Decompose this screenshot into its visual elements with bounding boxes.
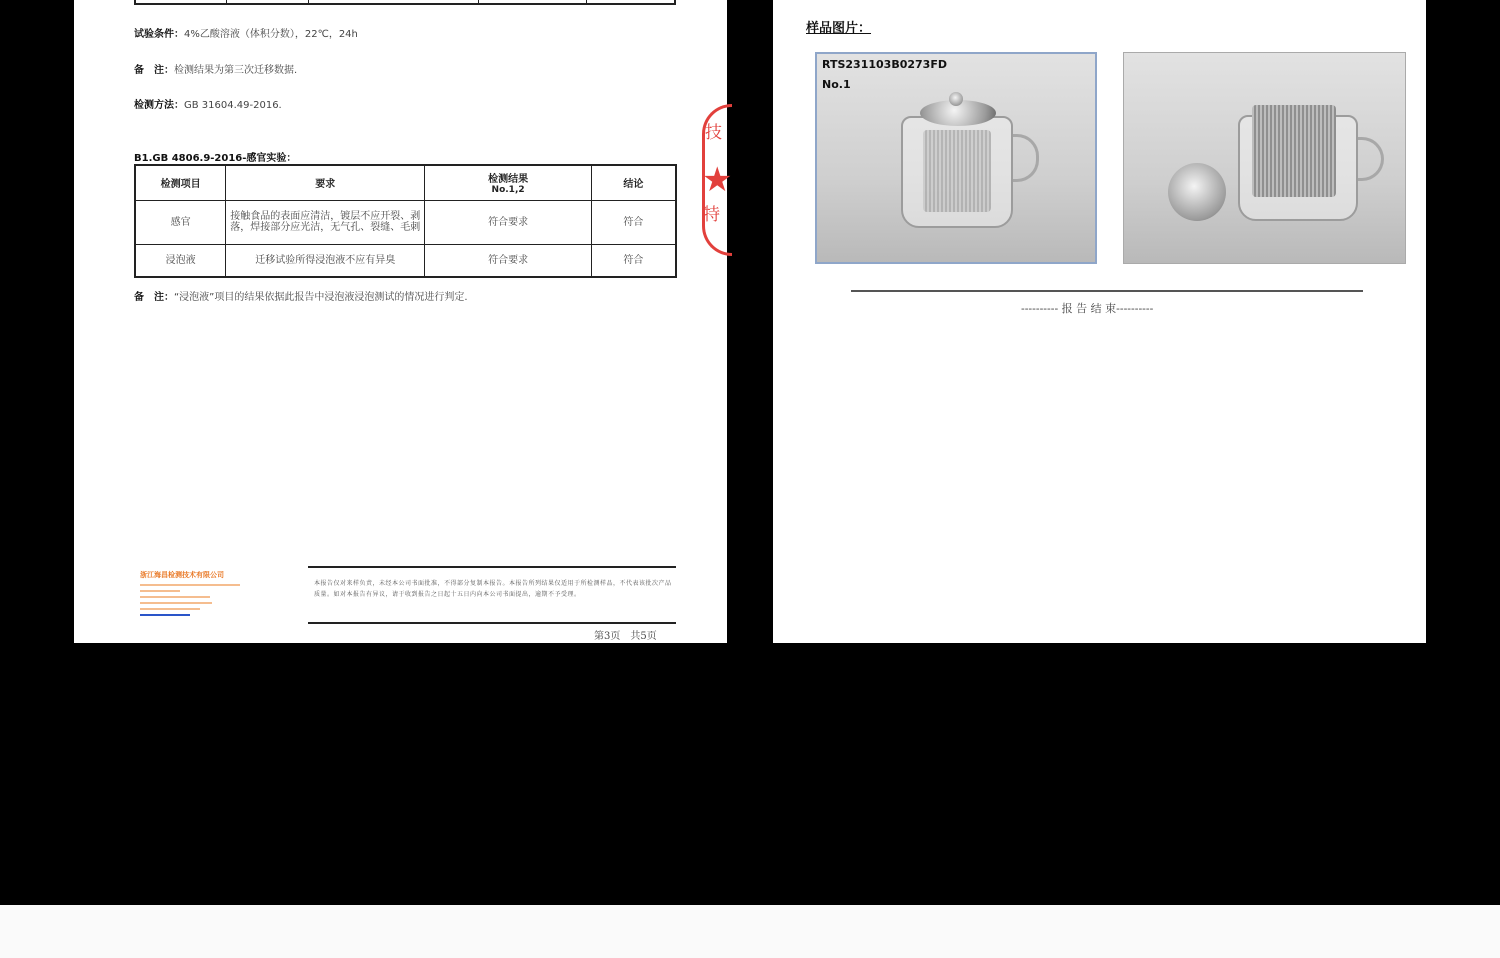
footer-rule-top xyxy=(308,566,676,568)
company-name: 浙江海昌检测技术有限公司 xyxy=(140,571,224,579)
row-result: 符合要求 xyxy=(425,244,591,277)
row-result: 符合要求 xyxy=(425,200,591,244)
infuser-image xyxy=(923,130,991,212)
sensory-test-table xyxy=(134,164,677,278)
infuser-image xyxy=(1252,105,1336,197)
table-row xyxy=(135,244,676,277)
previous-table-fragment xyxy=(134,0,676,5)
company-website-link[interactable] xyxy=(140,614,190,616)
teapot-handle-image xyxy=(1013,134,1039,182)
report-end-text: ---------- 报 告 结 束---------- xyxy=(1021,302,1154,315)
note-2-value: “浸泡液”项目的结果依据此报告中浸泡液浸泡测试的情况进行判定. xyxy=(174,292,468,303)
row-item: 浸泡液 xyxy=(135,244,226,277)
note-1 xyxy=(134,61,297,76)
sample-photo-2[interactable] xyxy=(1123,52,1406,264)
report-page-left xyxy=(74,0,733,643)
row-conclusion: 符合 xyxy=(591,244,676,277)
company-logo xyxy=(140,570,250,626)
bottom-strip xyxy=(0,905,1500,958)
seal-text-top: 技 xyxy=(705,123,722,143)
header-result xyxy=(425,165,591,200)
seal-text-bottom: 特 xyxy=(703,205,720,225)
test-condition xyxy=(134,25,358,40)
note-1-label: 备 注： xyxy=(134,65,174,76)
seal-star-icon: ★ xyxy=(702,160,733,200)
removed-lid-image xyxy=(1168,163,1226,221)
header-result-sub: No.1,2 xyxy=(491,185,525,196)
end-rule xyxy=(851,290,1363,292)
footer-disclaimer: 本报告仅对来样负责，未经本公司书面批准，不得部分复制本报告。本报告所列结果仅适用于所检测样品，不代表该批次产品质量。如对本报告有异议，请于收到报告之日起十五日内向本公司书面提出，逾期不予受理。 xyxy=(314,580,672,598)
test-condition-value: 4%乙酸溶液（体积分数），22℃，24h xyxy=(184,29,358,40)
footer-rule-bottom xyxy=(308,622,676,624)
test-method xyxy=(134,96,282,111)
header-requirement: 要求 xyxy=(226,165,425,200)
lid-knob-image xyxy=(949,92,963,106)
header-item: 检测项目 xyxy=(135,165,226,200)
row-conclusion: 符合 xyxy=(591,200,676,244)
note-2 xyxy=(134,288,468,303)
test-condition-label: 试验条件： xyxy=(134,29,184,40)
row-requirement: 接触食品的表面应清洁，镀层不应开裂、剥落，焊接部分应光洁，无气孔、裂缝、毛刺 xyxy=(226,200,425,244)
row-requirement: 迁移试验所得浸泡液不应有异臭 xyxy=(226,244,425,277)
sample-photo-1[interactable] xyxy=(815,52,1097,264)
page-number: 第3页 共5页 xyxy=(594,631,657,642)
test-method-value: GB 31604.49-2016. xyxy=(184,100,282,111)
header-conclusion: 结论 xyxy=(591,165,676,200)
photo-sample-code: RTS231103B0273FD xyxy=(822,58,947,71)
test-method-label: 检测方法： xyxy=(134,100,184,111)
teapot-handle-image xyxy=(1358,137,1384,181)
table-header-row xyxy=(135,165,676,200)
note-2-label: 备 注： xyxy=(134,292,174,303)
header-result-label: 检测结果 xyxy=(488,174,529,186)
note-1-value: 检测结果为第三次迁移数据. xyxy=(174,65,298,76)
photo-sample-number: No.1 xyxy=(822,78,851,91)
row-item: 感官 xyxy=(135,200,226,244)
section-title: B1.GB 4806.9-2016-感官实验： xyxy=(134,153,297,164)
table-row xyxy=(135,200,676,244)
report-page-right xyxy=(773,0,1426,643)
sample-images-title: 样品图片： xyxy=(806,21,872,36)
